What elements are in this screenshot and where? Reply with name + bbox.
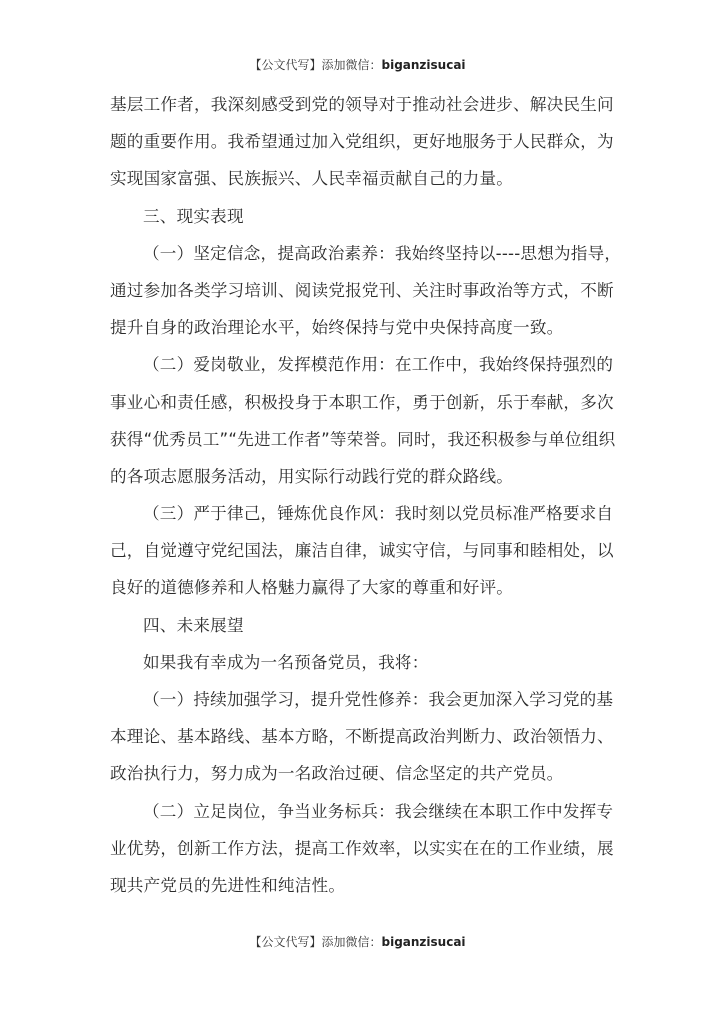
header-label: 【公文代写】添加微信： bbox=[249, 58, 382, 72]
page-header bbox=[0, 56, 715, 73]
body-line: （二）立足岗位，争当业务标兵：我会继续在本职工作中发挥专 bbox=[143, 801, 614, 821]
footer-brand: biganzisucai bbox=[381, 935, 466, 949]
body-line: （一）持续加强学习，提升党性修养：我会更加深入学习党的基 bbox=[143, 690, 614, 709]
body-line: 现共产党员的先进性和纯洁性。 bbox=[110, 875, 346, 895]
body-line: 获得“优秀员工”“先进工作者”等荣誉。同时，我还积极参与单位组织 bbox=[110, 429, 616, 449]
document-body bbox=[110, 86, 622, 904]
footer-label: 【公文代写】添加微信： bbox=[249, 935, 382, 949]
body-line: 题的重要作用。我希望通过加入党组织，更好地服务于人民群众，为 bbox=[110, 132, 614, 152]
header-brand: biganzisucai bbox=[381, 58, 466, 72]
body-line: 如果我有幸成为一名预备党员，我将： bbox=[143, 652, 429, 672]
body-line: 事业心和责任感，积极投身于本职工作，勇于创新，乐于奉献，多次 bbox=[110, 392, 614, 412]
body-line: 提升自身的政治理论水平，始终保持与党中央保持高度一致。 bbox=[110, 318, 564, 338]
body-line: 本理论、基本路线、基本方略，不断提高政治判断力、政治领悟力、 bbox=[110, 727, 614, 747]
body-line: （二）爱岗敬业，发挥模范作用：在工作中，我始终保持强烈的 bbox=[143, 355, 614, 375]
body-line: 基层工作者，我深刻感受到党的领导对于推动社会进步、解决民生问 bbox=[110, 95, 614, 114]
body-line: 通过参加各类学习培训、阅读党报党刊、关注时事政治等方式，不断 bbox=[110, 280, 614, 300]
body-line: 的各项志愿服务活动，用实际行动践行党的群众路线。 bbox=[110, 466, 514, 486]
body-line: 政治执行力，努力成为一名政治过硬、信念坚定的共产党员。 bbox=[110, 764, 564, 784]
page-footer bbox=[0, 933, 715, 950]
body-line: 己，自觉遵守党纪国法，廉洁自律，诚实守信，与同事和睦相处，以 bbox=[110, 541, 614, 561]
section-heading: 四、未来展望 bbox=[143, 615, 244, 635]
section-heading: 三、现实表现 bbox=[143, 206, 244, 226]
body-line: 业优势，创新工作方法，提高工作效率，以实实在在的工作业绩，展 bbox=[110, 838, 614, 858]
body-line: 实现国家富强、民族振兴、人民幸福贡献自己的力量。 bbox=[110, 169, 514, 189]
body-line: （一）坚定信念，提高政治素养：我始终坚持以----思想为指导， bbox=[143, 243, 622, 263]
body-line: （三）严于律己，锤炼优良作风：我时刻以党员标准严格要求自 bbox=[143, 504, 614, 524]
body-line: 良好的道德修养和人格魅力赢得了大家的尊重和好评。 bbox=[110, 578, 514, 598]
